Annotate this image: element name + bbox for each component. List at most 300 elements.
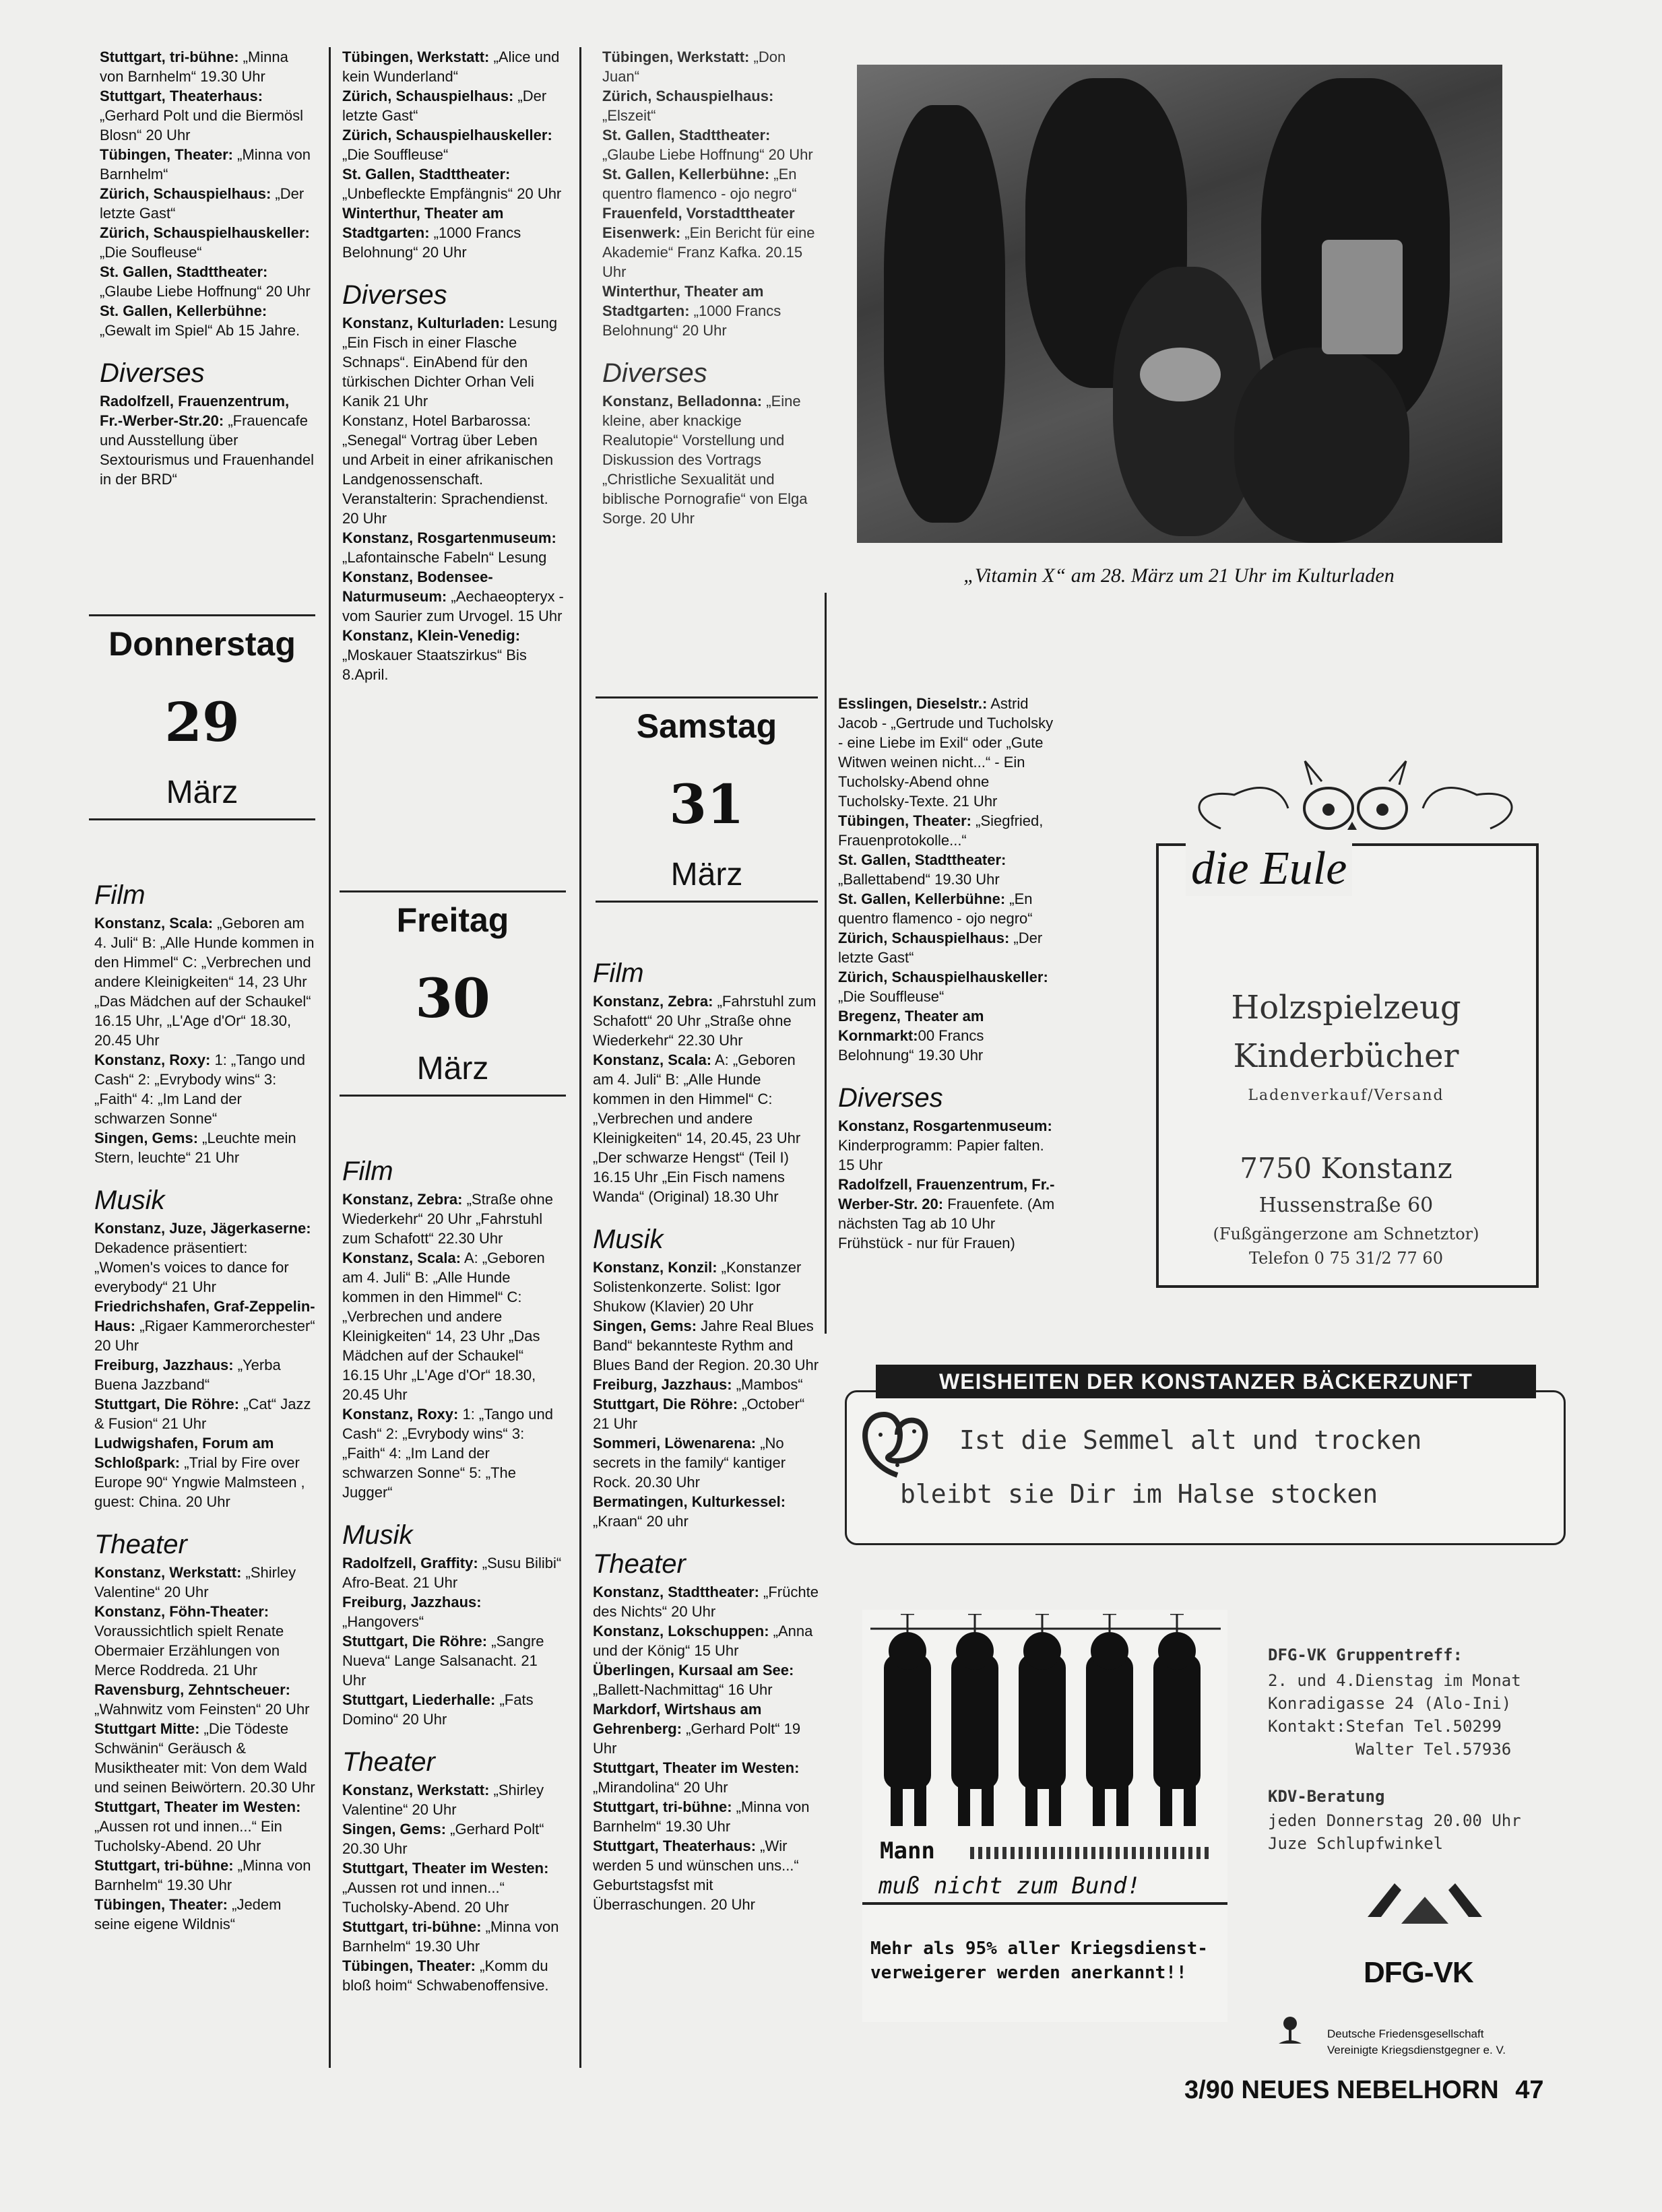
- dfg-mann: Mann: [880, 1837, 935, 1864]
- event-text: „Die Souffleuse“: [838, 988, 945, 1005]
- listing-entry: [593, 1258, 819, 1316]
- listing-entry: [94, 913, 315, 1050]
- event-text: „Komm du bloß hoim“ Schwabenoffensive.: [342, 1957, 549, 1994]
- venue: Stuttgart Mitte:: [94, 1720, 200, 1737]
- listing-entry: [342, 411, 565, 528]
- entry-list: [602, 391, 818, 528]
- column-1-lower: [94, 862, 315, 1934]
- event-text: „1000 Francs Belohnung“ 20 Uhr: [602, 302, 781, 339]
- listing-entry: [602, 203, 818, 282]
- event-text: „Geboren am 4. Juli“ B: „Alle Hunde kommen in den Himmel“ C: „Verbrechen und andere Kleinigkeiten“ 14, 23 Uhr „Das Mädchen auf der Schaukel“ 16.15 Uhr, „L'Age d'Or“ 18.30, 20.45 Uhr: [94, 915, 315, 1049]
- listing-entry: [94, 1719, 315, 1797]
- listing-entry: [593, 991, 819, 1050]
- venue: Winterthur, Theater am Stadtgarten:: [342, 205, 504, 241]
- listing-entry: [342, 1780, 565, 1819]
- pretzel-icon: [850, 1401, 945, 1489]
- section-heading: Musik: [342, 1520, 413, 1550]
- section-heading: Diverses: [342, 280, 447, 310]
- event-text: „Eine kleine, aber knackige Realutopie“ Vorstellung und Diskussion des Vortrags „Christliche Sexualität und biblische Pornografie“ von Elga Sorge. 20 Uhr: [602, 393, 808, 527]
- venue: Konstanz, Föhn-Theater:: [94, 1603, 269, 1620]
- event-text: „Mambos“: [732, 1376, 803, 1393]
- venue: Tübingen, Theater:: [838, 812, 971, 829]
- event-text: „Hangovers“: [342, 1613, 424, 1630]
- venue: Stuttgart, Liederhalle:: [342, 1691, 496, 1708]
- kdv-line: Juze Schlupfwinkel: [1268, 1834, 1444, 1853]
- event-text: „Der letzte Gast“: [838, 930, 1043, 966]
- event-text: „Wir werden 5 und wünschen uns...“ Geburtstagsfst mit Überraschungen. 20 Uhr: [593, 1837, 799, 1913]
- entry-list: [100, 391, 315, 489]
- event-text: „1000 Francs Belohnung“ 20 Uhr: [342, 224, 521, 261]
- venue: St. Gallen, Stadttheater:: [838, 851, 1006, 868]
- listing-entry: [838, 967, 1060, 1006]
- listing-entry: [94, 1050, 315, 1128]
- event-text: Dekadence präsentiert: „Women's voices to dance for everybody“ 21 Uhr: [94, 1239, 289, 1295]
- section-heading: Diverses: [838, 1083, 943, 1113]
- listing-entry: [602, 391, 818, 528]
- listing-entry: [94, 1297, 315, 1355]
- event-text: „Ballettabend“ 19.30 Uhr: [838, 871, 1000, 888]
- flower-icon: [1273, 2013, 1307, 2050]
- day-header-thursday: [89, 614, 315, 820]
- section-heading: Film: [593, 958, 644, 988]
- listing-entry: [100, 145, 315, 184]
- column-divider: [825, 593, 827, 1334]
- event-text: „Minna von Barnhelm“ 19.30 Uhr: [342, 1918, 559, 1955]
- event-text: „Minna von Barnhelm“ 19.30 Uhr: [100, 48, 288, 85]
- listing-entry: [838, 850, 1060, 889]
- entry-list: [342, 1780, 565, 1995]
- venue: Überlingen, Kursaal am See:: [593, 1662, 794, 1679]
- listing-entry: [342, 1248, 565, 1404]
- venue: Tübingen, Theater:: [342, 1957, 476, 1974]
- entry-list: [342, 47, 565, 262]
- venue: Konstanz, Bodensee-Naturmuseum:: [342, 568, 493, 605]
- venue: Bregenz, Theater am Kornmarkt:: [838, 1008, 984, 1044]
- listing-entry: [342, 626, 565, 684]
- kdv-title: KDV-Beratung: [1268, 1787, 1385, 1806]
- venue: Konstanz, Rosgartenmuseum:: [838, 1117, 1052, 1134]
- venue: Radolfzell, Frauenzentrum, Fr.-Werber-Str. 20:: [838, 1176, 1055, 1212]
- venue: Stuttgart, Die Röhre:: [593, 1396, 738, 1412]
- venue: Stuttgart, tri-bühne:: [100, 48, 239, 65]
- listing-entry: [342, 313, 565, 411]
- listing-entry: [94, 1602, 315, 1680]
- venue: Konstanz, Zebra:: [593, 993, 713, 1010]
- column-3: [602, 47, 818, 528]
- section-heading: Diverses: [602, 358, 707, 388]
- section-heading: Theater: [593, 1549, 686, 1579]
- event-text: Voraussichtlich spielt Renate Obermaier Erzählungen von Merce Roddreda. 21 Uhr: [94, 1623, 284, 1679]
- listing-entry: [602, 164, 818, 203]
- venue: Zürich, Schauspielhauskeller:: [100, 224, 310, 241]
- venue: Stuttgart, Theater im Westen:: [593, 1759, 800, 1776]
- venue: St. Gallen, Stadttheater:: [342, 166, 511, 183]
- venue: Markdorf, Wirtshaus am Gehrenberg:: [593, 1701, 762, 1737]
- section-heading: Theater: [94, 1530, 187, 1559]
- listing-entry: [100, 223, 315, 262]
- venue: Radolfzell, Graffity:: [342, 1555, 478, 1571]
- venue: Konstanz, Werkstatt:: [94, 1564, 242, 1581]
- event-text: „Glaube Liebe Hoffnung“ 20 Uhr: [602, 146, 813, 163]
- venue: St. Gallen, Kellerbühne:: [100, 302, 267, 319]
- listing-entry: [342, 1592, 565, 1631]
- venue: Bermatingen, Kulturkessel:: [593, 1493, 786, 1510]
- venue: Ravensburg, Zehntscheuer:: [94, 1681, 290, 1698]
- listing-entry: [94, 1128, 315, 1167]
- day-month: März: [166, 775, 238, 810]
- venue: Friedrichshafen, Graf-Zeppelin-Haus:: [94, 1298, 315, 1334]
- listing-entry: [602, 125, 818, 164]
- event-text: „Straße ohne Wiederkehr“ 20 Uhr „Fahrstuhl zum Schafott“ 22.30 Uhr: [342, 1191, 553, 1247]
- listing-entry: [342, 1553, 565, 1592]
- section-heading: Film: [94, 880, 146, 910]
- event-text: „Die Tödeste Schwänin“ Geräusch & Musiktheater mit: Von dem Wald und seinen Beiwörtern. 20.30 Uhr: [94, 1720, 315, 1796]
- venue: St. Gallen, Stadttheater:: [100, 263, 268, 280]
- venue: Konstanz, Juze, Jägerkaserne:: [94, 1220, 311, 1237]
- event-text: Konstanz, Hotel Barbarossa: „Senegal“ Vortrag über Leben und Arbeit in einer afrikanischen Landgenossenschaft. Veranstalterin: Sprachendienst. 20 Uhr: [342, 412, 554, 527]
- listing-entry: [342, 1404, 565, 1502]
- venue: Winterthur, Theater am Stadtgarten:: [602, 283, 764, 319]
- listing-entry: [838, 1175, 1060, 1253]
- eule-line1: Holzspielzeug: [1231, 989, 1461, 1027]
- dfg-org1: Deutsche Friedensgesellschaft: [1327, 2027, 1484, 2040]
- listing-entry: [100, 262, 315, 301]
- listing-entry: [838, 928, 1060, 967]
- listing-entry: [593, 1621, 819, 1660]
- venue: Stuttgart, Theater im Westen:: [94, 1798, 301, 1815]
- venue: Radolfzell, Frauenzentrum, Fr.-Werber-Str.20:: [100, 393, 290, 429]
- event-text: „Sangre Nueva“ Lange Salsanacht. 21 Uhr: [342, 1633, 544, 1689]
- listing-entry: [593, 1492, 819, 1531]
- event-text: „Minna von Barnhelm“: [100, 146, 311, 183]
- day-month: März: [670, 857, 743, 892]
- event-text: „Yerba Buena Jazzband“: [94, 1357, 281, 1393]
- listing-entry: [342, 125, 565, 164]
- listing-entry: [593, 1758, 819, 1797]
- venue: Zürich, Schauspielhaus:: [342, 88, 514, 104]
- day-number: 29: [164, 690, 240, 754]
- eule-city: 7750 Konstanz: [1240, 1152, 1452, 1185]
- day-header-friday: [340, 890, 566, 1097]
- event-text: 00 Francs Belohnung“ 19.30 Uhr: [838, 1027, 984, 1064]
- event-text: „Kraan“ 20 uhr: [593, 1513, 689, 1530]
- section-heading: Film: [342, 1157, 393, 1186]
- venue: Stuttgart, Theaterhaus:: [593, 1837, 757, 1854]
- column-2-lower: [342, 1138, 565, 1995]
- listing-entry: [342, 1956, 565, 1995]
- photo-caption: „Vitamin X“ am 28. März um 21 Uhr im Kulturladen: [963, 564, 1395, 587]
- event-text: „Die Souffleuse“: [342, 146, 449, 163]
- event-text: „Früchte des Nichts“ 20 Uhr: [593, 1584, 819, 1620]
- venue: Konstanz, Roxy:: [342, 1406, 459, 1423]
- venue: Konstanz, Konzil:: [593, 1259, 717, 1276]
- venue: Singen, Gems:: [342, 1821, 447, 1837]
- listing-entry: [342, 1819, 565, 1858]
- venue: Tübingen, Werkstatt:: [602, 48, 750, 65]
- day-month: März: [416, 1051, 489, 1086]
- venue: Konstanz, Belladonna:: [602, 393, 763, 410]
- venue: Tübingen, Theater:: [94, 1896, 228, 1913]
- event-text: „Trial by Fire over Europe 90“ Yngwie Malmsteen , guest: China. 20 Uhr: [94, 1454, 305, 1510]
- event-text: „Der letzte Gast“: [100, 185, 305, 222]
- listing-entry: [342, 47, 565, 86]
- dfg-treff-line: Kontakt:Stefan Tel.50299: [1268, 1717, 1502, 1736]
- eule-sub: Ladenverkauf/Versand: [1248, 1087, 1444, 1104]
- event-text: „Gerhard Polt“ 19 Uhr: [593, 1720, 801, 1757]
- event-text: „Aussen rot und innen...“ Tucholsky-Abend. 20 Uhr: [342, 1879, 509, 1916]
- event-text: Kinderprogramm: Papier falten. 15 Uhr: [838, 1137, 1044, 1173]
- venue: Stuttgart, Theater im Westen:: [342, 1860, 549, 1877]
- page-footer: [1184, 2076, 1544, 2105]
- day-number: 30: [415, 967, 490, 1030]
- event-text: „Shirley Valentine“ 20 Uhr: [94, 1564, 296, 1600]
- venue: Zürich, Schauspielhaus:: [100, 185, 271, 202]
- event-text: „En quentro flamenco - ojo negro“: [838, 890, 1033, 927]
- day-number: 31: [669, 773, 744, 836]
- venue: Zürich, Schauspielhauskeller:: [342, 127, 552, 143]
- listing-entry: [94, 1563, 315, 1602]
- entry-list: [342, 313, 565, 684]
- entry-list: [100, 47, 315, 340]
- column-4: [838, 694, 1060, 1253]
- listing-entry: [94, 1433, 315, 1511]
- eule-logo-text: die Eule: [1186, 842, 1352, 896]
- entry-list: [94, 913, 315, 1167]
- dfg-treff-line: Konradigasse 24 (Alo-Ini): [1268, 1694, 1512, 1713]
- entry-list: [593, 991, 819, 1206]
- section-heading: Musik: [94, 1185, 165, 1215]
- day-name: Donnerstag: [108, 625, 296, 663]
- event-text: „En quentro flamenco - ojo negro“: [602, 166, 797, 202]
- baecker-line1: Ist die Semmel alt und trocken: [959, 1425, 1422, 1455]
- listing-entry: [593, 1699, 819, 1758]
- venue: Stuttgart, tri-bühne:: [593, 1798, 732, 1815]
- event-text: „Unbefleckte Empfängnis“ 20 Uhr: [342, 185, 562, 202]
- entry-list: [94, 1563, 315, 1934]
- baecker-line2: bleibt sie Dir im Halse stocken: [900, 1479, 1378, 1509]
- venue: St. Gallen, Stadttheater:: [602, 127, 771, 143]
- band-photo: [857, 65, 1502, 543]
- event-text: „Der letzte Gast“: [342, 88, 547, 124]
- event-text: „Rigaer Kammerorchester“ 20 Uhr: [94, 1318, 315, 1354]
- day-name: Freitag: [396, 901, 509, 939]
- venue: Singen, Gems:: [94, 1130, 199, 1146]
- listing-entry: [838, 1116, 1060, 1175]
- venue: Konstanz, Scala:: [94, 915, 214, 932]
- dfg-treff-title: DFG-VK Gruppentreff:: [1268, 1646, 1463, 1664]
- venue: Konstanz, Roxy:: [94, 1051, 211, 1068]
- dfg-org2: Vereinigte Kriegsdienstgegner e. V.: [1327, 2044, 1506, 2056]
- listing-entry: [342, 203, 565, 262]
- dfg-slogan: muß nicht zum Bund!: [878, 1873, 1141, 1899]
- column-2: [342, 47, 565, 684]
- baecker-ad: [845, 1390, 1566, 1545]
- event-text: „Mirandolina“ 20 Uhr: [593, 1779, 728, 1796]
- event-text: „Minna von Barnhelm“ 19.30 Uhr: [94, 1857, 311, 1893]
- listing-entry: [342, 1190, 565, 1248]
- listing-entry: [100, 184, 315, 223]
- dfg-vk-logo-text: DFG-VK: [1364, 1956, 1473, 1989]
- venue: Freiburg, Jazzhaus:: [342, 1594, 482, 1611]
- listing-entry: [602, 47, 818, 86]
- eule-street: Hussenstraße 60: [1258, 1194, 1434, 1217]
- event-text: „Don Juan“: [602, 48, 786, 85]
- listing-entry: [593, 1394, 819, 1433]
- soldiers-silhouette-icon: [864, 1614, 1227, 1836]
- entry-list: [94, 1218, 315, 1511]
- listing-entry: [342, 1690, 565, 1729]
- venue: Sommeri, Löwenarena:: [593, 1435, 757, 1452]
- venue: Konstanz, Rosgartenmuseum:: [342, 529, 556, 546]
- venue: Konstanz, Scala:: [593, 1051, 712, 1068]
- venue: Stuttgart, tri-bühne:: [342, 1918, 482, 1935]
- event-text: „Konstanzer Solistenkonzerte. Solist: Igor Shukow (Klavier) 20 Uhr: [593, 1259, 802, 1315]
- entry-list: [838, 694, 1060, 1065]
- venue: Zürich, Schauspielhauskeller:: [838, 969, 1048, 985]
- column-divider: [329, 47, 331, 2068]
- listing-entry: [593, 1316, 819, 1375]
- listing-entry: [342, 528, 565, 567]
- listing-entry: [593, 1660, 819, 1699]
- entry-list: [342, 1190, 565, 1502]
- listing-entry: [100, 301, 315, 340]
- event-text: „Jedem seine eigene Wildnis“: [94, 1896, 282, 1932]
- listing-entry: [602, 86, 818, 125]
- listing-entry: [593, 1797, 819, 1836]
- column-1: [100, 47, 315, 489]
- dfg-footer2: verweigerer werden anerkannt!!: [870, 1963, 1187, 1983]
- listing-entry: [593, 1050, 819, 1206]
- event-text: „Alice und kein Wunderland“: [342, 48, 560, 85]
- venue: Singen, Gems:: [593, 1318, 697, 1334]
- event-text: „October“ 21 Uhr: [593, 1396, 805, 1432]
- event-text: „Susu Bilibi“ Afro-Beat. 21 Uhr: [342, 1555, 562, 1591]
- column-3-lower: [593, 940, 819, 1914]
- section-heading: Musik: [593, 1225, 664, 1254]
- venue: St. Gallen, Kellerbühne:: [602, 166, 770, 183]
- issue-title: 3/90 NEUES NEBELHORN: [1184, 2076, 1499, 2104]
- listing-entry: [100, 47, 315, 86]
- listing-entry: [94, 1680, 315, 1719]
- event-text: „Gewalt im Spiel“ Ab 15 Jahre.: [100, 322, 300, 339]
- event-text: Frauenfete. (Am nächsten Tag ab 10 Uhr Frühstück - nur für Frauen): [838, 1196, 1055, 1251]
- event-text: „Aussen rot und innen...“ Ein Tucholsky-Abend. 20 Uhr: [94, 1818, 282, 1854]
- section-heading: Diverses: [100, 358, 205, 388]
- listing-entry: [94, 1218, 315, 1297]
- venue: Zürich, Schauspielhaus:: [838, 930, 1010, 946]
- event-text: „Moskauer Staatszirkus“ Bis 8.April.: [342, 647, 527, 683]
- eule-phone: Telefon 0 75 31/2 77 60: [1249, 1249, 1443, 1268]
- event-text: „Siegfried, Frauenprotokolle...“: [838, 812, 1044, 849]
- venue: Konstanz, Lokschuppen:: [593, 1623, 769, 1639]
- venue: Konstanz, Klein-Venedig:: [342, 627, 521, 644]
- dfg-treff-line: Walter Tel.57936: [1355, 1740, 1512, 1759]
- section-heading: Theater: [342, 1747, 435, 1777]
- entry-list: [838, 1116, 1060, 1253]
- listing-entry: [100, 86, 315, 145]
- listing-entry: [100, 391, 315, 489]
- venue: Esslingen, Dieselstr.:: [838, 695, 988, 712]
- listing-entry: [838, 889, 1060, 928]
- event-text: 1: „Tango und Cash“ 2: „Evrybody wins“ 3: „Faith“ 4: „Im Land der schwarzen Sonne“: [94, 1051, 306, 1127]
- day-header-saturday: [596, 696, 818, 903]
- listing-entry: [342, 86, 565, 125]
- venue: Konstanz, Zebra:: [342, 1191, 463, 1208]
- venue: Ludwigshafen, Forum am Schloßpark:: [94, 1435, 274, 1471]
- listing-entry: [838, 1006, 1060, 1065]
- event-text: „Ein Bericht für eine Akademie“ Franz Kafka. 20.15 Uhr: [602, 224, 815, 280]
- venue: Freiburg, Jazzhaus:: [593, 1376, 732, 1393]
- venue: Konstanz, Scala:: [342, 1249, 461, 1266]
- event-text: „Anna und der König“ 15 Uhr: [593, 1623, 813, 1659]
- event-text: „Fahrstuhl zum Schafott“ 20 Uhr „Straße ohne Wiederkehr“ 22.30 Uhr: [593, 993, 817, 1049]
- event-text: „Elszeit“: [602, 107, 656, 124]
- listing-entry: [94, 1355, 315, 1394]
- listing-entry: [94, 1797, 315, 1856]
- event-text: „Die Soufleuse“: [100, 244, 202, 261]
- venue: Konstanz, Kulturladen:: [342, 315, 505, 331]
- venue: Stuttgart, Die Röhre:: [342, 1633, 488, 1650]
- listing-entry: [602, 282, 818, 340]
- venue: Stuttgart, tri-bühne:: [94, 1857, 234, 1874]
- event-text: „Ballett-Nachmittag“ 16 Uhr: [593, 1681, 773, 1698]
- entry-list: [342, 1553, 565, 1729]
- listing-entry: [593, 1582, 819, 1621]
- kdv-line: jeden Donnerstag 20.00 Uhr: [1268, 1811, 1521, 1830]
- venue: Freiburg, Jazzhaus:: [94, 1357, 234, 1373]
- event-text: „Fats Domino“ 20 Uhr: [342, 1691, 534, 1728]
- entry-list: [593, 1582, 819, 1914]
- venue: Zürich, Schauspielhaus:: [602, 88, 774, 104]
- event-text: „Minna von Barnhelm“ 19.30 Uhr: [593, 1798, 810, 1835]
- venue: Stuttgart, Theaterhaus:: [100, 88, 263, 104]
- event-text: „No secrets in the family“ kantiger Rock. 20.30 Uhr: [593, 1435, 786, 1491]
- event-text: „Lafontainsche Fabeln“ Lesung: [342, 549, 547, 566]
- venue: Konstanz, Stadttheater:: [593, 1584, 759, 1600]
- listing-entry: [342, 1917, 565, 1956]
- event-text: „Gerhard Polt“ 20.30 Uhr: [342, 1821, 544, 1857]
- venue: Tübingen, Theater:: [100, 146, 233, 163]
- venue: Konstanz, Werkstatt:: [342, 1782, 490, 1798]
- event-text: „Glaube Liebe Hoffnung“ 20 Uhr: [100, 283, 311, 300]
- event-text: Lesung „Ein Fisch in einer Flasche Schnaps“. EinAbend für den türkischen Dichter Orhan Veli Kanik 21 Uhr: [342, 315, 558, 410]
- day-name: Samstag: [636, 707, 777, 745]
- event-text: „Aechaeopteryx - vom Saurier zum Urvogel. 15 Uhr: [342, 588, 564, 624]
- event-text: 1: „Tango und Cash“ 2: „Evrybody wins“ 3: „Faith“ 4: „Im Land der schwarzen Sonne“ 5: „The Jugger“: [342, 1406, 554, 1501]
- dfg-footer1: Mehr als 95% aller Kriegsdienst-: [870, 1939, 1208, 1959]
- listing-entry: [94, 1895, 315, 1934]
- venue: Stuttgart, Die Röhre:: [94, 1396, 240, 1412]
- eule-line2: Kinderbücher: [1233, 1037, 1459, 1075]
- baecker-banner: WEISHEITEN DER KONSTANZER BÄCKERZUNFT: [876, 1365, 1536, 1398]
- event-text: „Cat“ Jazz & Fusion“ 21 Uhr: [94, 1396, 311, 1432]
- column-divider: [579, 47, 581, 2068]
- listing-entry: [342, 1631, 565, 1690]
- page-number: 47: [1515, 2076, 1544, 2104]
- event-text: Jahre Real Blues Band“ bekannteste Rythm and Blues Band der Region. 20.30 Uhr: [593, 1318, 819, 1373]
- event-text: „Shirley Valentine“ 20 Uhr: [342, 1782, 544, 1818]
- listing-entry: [838, 694, 1060, 811]
- dfg-vk-logo-icon: [1354, 1877, 1496, 1957]
- event-text: „Gerhard Polt und die Biermösl Blosn“ 20 Uhr: [100, 107, 304, 143]
- event-text: „Frauencafe und Ausstellung über Sextourismus und Frauenhandel in der BRD“: [100, 412, 314, 488]
- listing-entry: [94, 1394, 315, 1433]
- listing-entry: [94, 1856, 315, 1895]
- event-text: Astrid Jacob - „Gertrude und Tucholsky - eine Liebe im Exil“ oder „Gute Witwen weinen nicht...“ - Ein Tucholsky-Abend ohne Tucholsky-Texte. 21 Uhr: [838, 695, 1054, 810]
- event-text: A: „Geboren am 4. Juli“ B: „Alle Hunde kommen in den Himmel“ C: „Verbrechen und andere Kleinigkeiten“ 14, 20.45, 23 Uhr „Der schwarze Hengst“ (Teil I) 16.15 Uhr „Ein Fisch namens Wanda“ (Original) 18.30 Uhr: [593, 1051, 801, 1205]
- listing-entry: [342, 1858, 565, 1917]
- listing-entry: [593, 1375, 819, 1394]
